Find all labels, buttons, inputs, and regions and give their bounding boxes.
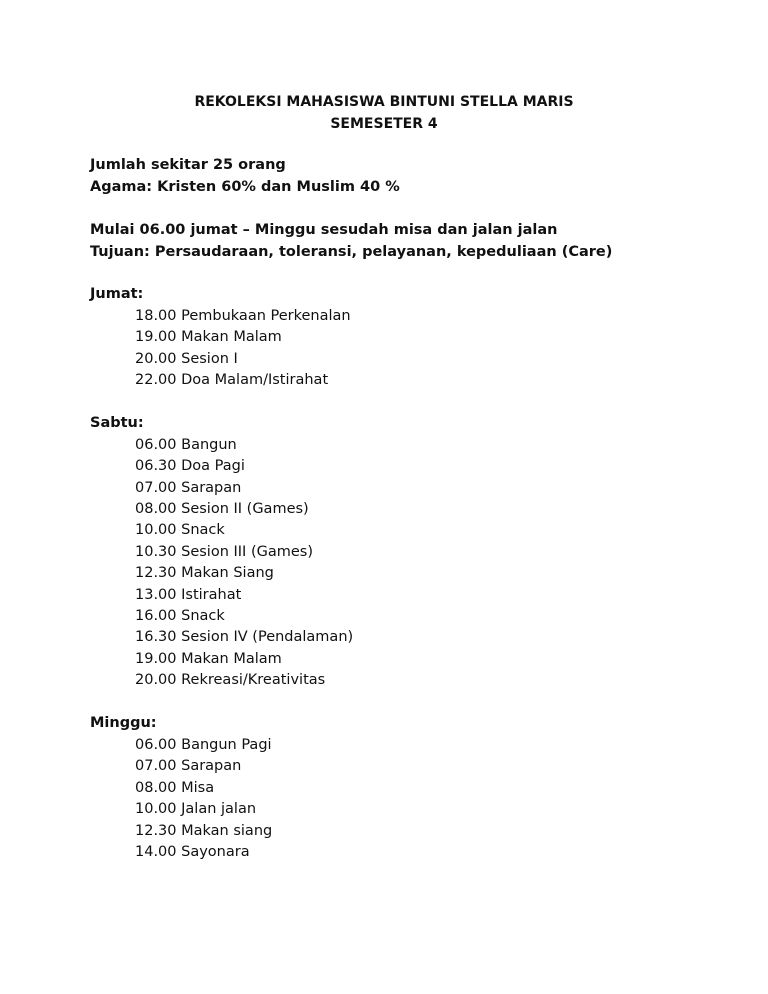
schedule-item <box>135 798 256 820</box>
schedule-activity: Makan siang <box>181 823 273 839</box>
schedule-activity: Snack <box>181 522 225 538</box>
schedule-time: 20.00 <box>135 351 177 367</box>
purpose-info: Tujuan: Persaudaraan, toleransi, pelayanan, kepeduliaan (Care) <box>90 244 613 260</box>
schedule-activity: Sarapan <box>181 480 242 496</box>
schedule-activity: Sesion IV (Pendalaman) <box>181 629 354 645</box>
schedule-time: 06.00 <box>135 737 177 753</box>
schedule-activity: Sesion I <box>181 351 238 367</box>
schedule-time: 06.00 <box>135 437 177 453</box>
schedule-time: 12.30 <box>135 565 177 581</box>
schedule-activity: Makan Malam <box>181 329 282 345</box>
schedule-activity: Bangun <box>181 437 237 453</box>
schedule-item <box>135 326 282 348</box>
schedule-time: 20.00 <box>135 672 177 688</box>
schedule-activity: Sesion II (Games) <box>181 501 309 517</box>
schedule-activity: Doa Pagi <box>181 458 245 474</box>
schedule-activity: Makan Malam <box>181 651 282 667</box>
schedule-time: 16.00 <box>135 608 177 624</box>
start-time-info: Mulai 06.00 jumat – Minggu sesudah misa dan jalan jalan <box>90 222 558 238</box>
schedule-time: 06.30 <box>135 458 177 474</box>
schedule-activity: Misa <box>181 780 215 796</box>
schedule-activity: Rekreasi/Kreativitas <box>181 672 326 688</box>
schedule-activity: Snack <box>181 608 225 624</box>
schedule-activity: Makan Siang <box>181 565 274 581</box>
schedule-time: 08.00 <box>135 780 177 796</box>
schedule-time: 08.00 <box>135 501 177 517</box>
schedule-item <box>135 369 328 391</box>
day-heading-jumat: Jumat: <box>90 286 144 302</box>
schedule-item <box>135 455 245 477</box>
schedule-item <box>135 584 241 606</box>
schedule-item <box>135 755 241 777</box>
schedule-time: 13.00 <box>135 587 177 603</box>
schedule-item <box>135 541 313 563</box>
schedule-time: 10.00 <box>135 801 177 817</box>
schedule-activity: Pembukaan Perkenalan <box>181 308 351 324</box>
schedule-time: 12.30 <box>135 823 177 839</box>
schedule-item <box>135 669 325 691</box>
schedule-item <box>135 777 214 799</box>
schedule-item <box>135 498 309 520</box>
participant-count: Jumlah sekitar 25 orang <box>90 157 286 173</box>
schedule-item <box>135 648 282 670</box>
schedule-time: 18.00 <box>135 308 177 324</box>
schedule-time: 19.00 <box>135 329 177 345</box>
day-heading-sabtu: Sabtu: <box>90 415 144 431</box>
schedule-item <box>135 841 250 863</box>
document-subtitle: SEMESETER 4 <box>330 116 438 132</box>
day-heading-minggu: Minggu: <box>90 715 157 731</box>
schedule-item <box>135 820 272 842</box>
schedule-time: 10.00 <box>135 522 177 538</box>
schedule-activity: Bangun Pagi <box>181 737 272 753</box>
schedule-item <box>135 477 241 499</box>
schedule-item <box>135 626 353 648</box>
schedule-item <box>135 305 351 327</box>
schedule-activity: Sarapan <box>181 758 242 774</box>
religion-ratio: Agama: Kristen 60% dan Muslim 40 % <box>90 179 400 195</box>
schedule-time: 19.00 <box>135 651 177 667</box>
schedule-time: 10.30 <box>135 544 177 560</box>
schedule-item <box>135 519 225 541</box>
schedule-time: 07.00 <box>135 758 177 774</box>
schedule-time: 14.00 <box>135 844 177 860</box>
schedule-activity: Jalan jalan <box>181 801 257 817</box>
schedule-activity: Doa Malam/Istirahat <box>181 372 329 388</box>
document-title: REKOLEKSI MAHASISWA BINTUNI STELLA MARIS <box>194 94 574 110</box>
schedule-time: 16.30 <box>135 629 177 645</box>
schedule-item <box>135 434 237 456</box>
schedule-activity: Sesion III (Games) <box>181 544 313 560</box>
schedule-item <box>135 562 274 584</box>
schedule-time: 07.00 <box>135 480 177 496</box>
schedule-item <box>135 605 225 627</box>
schedule-activity: Sayonara <box>181 844 250 860</box>
schedule-item <box>135 734 272 756</box>
schedule-activity: Istirahat <box>181 587 242 603</box>
schedule-item <box>135 348 238 370</box>
schedule-time: 22.00 <box>135 372 177 388</box>
